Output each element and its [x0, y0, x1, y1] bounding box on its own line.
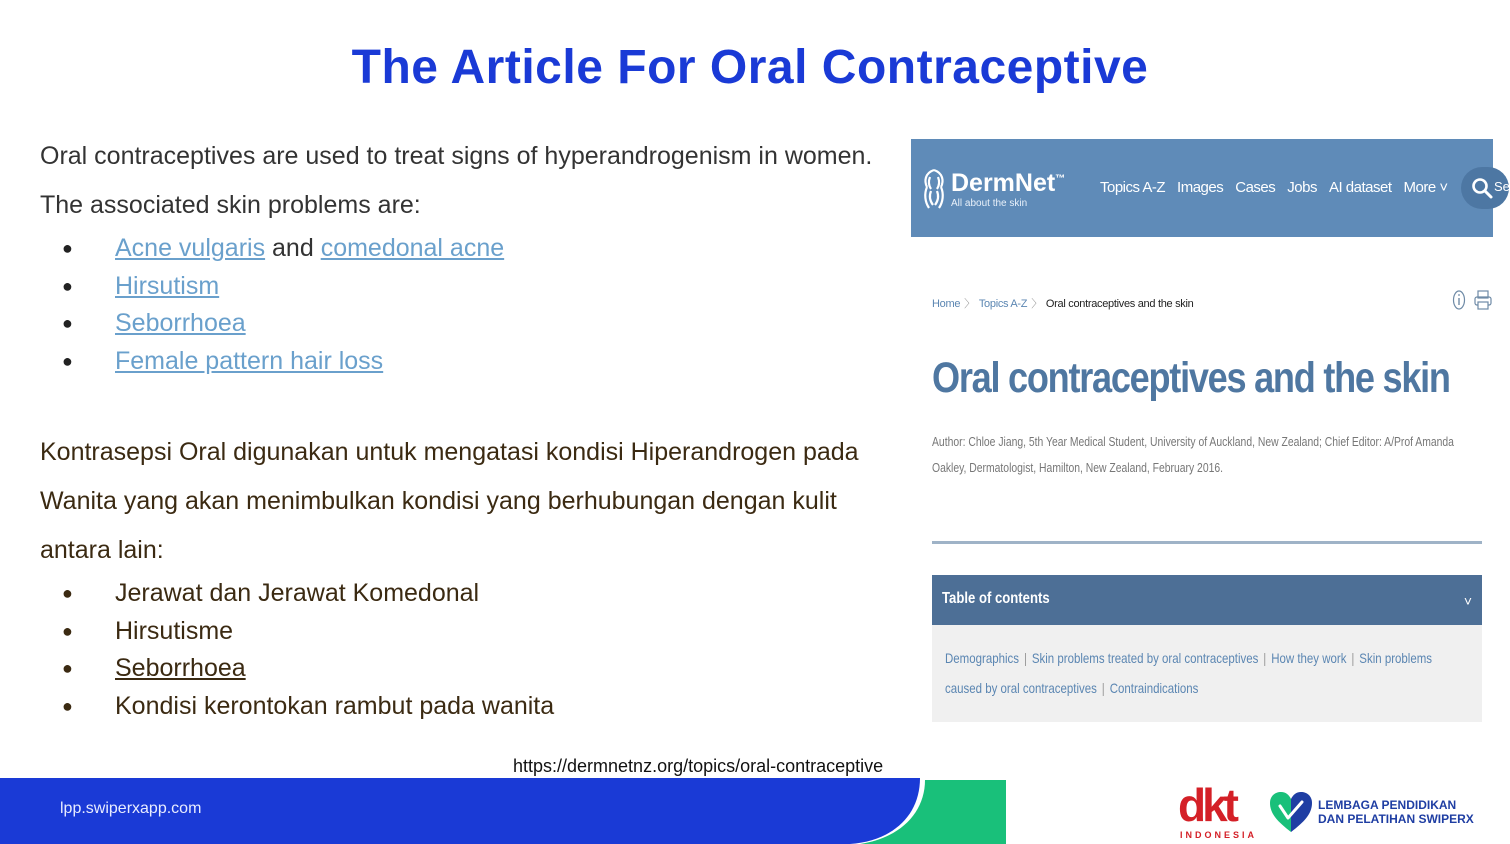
toc-link-how-they-work[interactable]: How they work	[1271, 650, 1347, 666]
list-item	[40, 575, 900, 613]
lpp-line-1: LEMBAGA PENDIDIKAN	[1318, 798, 1457, 812]
acne-vulgaris-link[interactable]: Acne vulgaris	[115, 234, 266, 262]
dermnet-nav	[1100, 179, 1448, 196]
slide-body	[40, 132, 900, 725]
english-intro: Oral contraceptives are used to treat signs of hyperandrogenism in women. The associated skin problems are:	[40, 142, 873, 219]
bullet-icon: ●	[62, 238, 73, 258]
toc-separator: |	[1263, 650, 1267, 666]
breadcrumb-separator: 〉	[964, 298, 975, 310]
list-item	[40, 305, 900, 343]
dermnet-tagline: All about the skin	[951, 198, 1028, 209]
dkt-logo-word: dkt	[1178, 779, 1235, 831]
dkt-logo-sub: INDONESIA	[1180, 830, 1258, 840]
toc-link-skin-problems-treated[interactable]: Skin problems treated by oral contraceptives	[1031, 650, 1259, 666]
indonesian-bullet-list	[40, 575, 900, 725]
breadcrumb-current: Oral contraceptives and the skin	[1045, 298, 1194, 310]
lpp-heart-logo-icon	[1268, 790, 1314, 834]
female-pattern-hair-loss-link[interactable]: Female pattern hair loss	[115, 346, 384, 375]
toc-separator: |	[1351, 650, 1355, 666]
list-item	[40, 613, 900, 651]
lpp-line-2: DAN PELATIHAN SWIPERX	[1318, 812, 1474, 826]
nav-topics-a-z[interactable]: Topics A-Z	[1100, 179, 1166, 196]
seborrhoea-id-link[interactable]: Seborrhoea	[115, 654, 246, 682]
bullet-icon: ●	[62, 350, 73, 371]
list-item	[40, 688, 900, 726]
toc-title: Table of contents	[942, 590, 1050, 607]
nav-cases[interactable]: Cases	[1235, 179, 1276, 196]
toc-link-contraindications[interactable]: Contraindications	[1109, 680, 1199, 696]
toc-links	[945, 643, 1453, 703]
breadcrumb-home[interactable]: Home	[932, 298, 961, 310]
search-label: Se	[1494, 179, 1510, 194]
article-title: Oral contraceptives and the skin	[932, 354, 1450, 402]
article-author: Author: Chloe Jiang, 5th Year Medical Student, University of Auckland, New Zealand; Chief Editor: A/Prof Amanda Oakley, Dermatologist, Hamilton, New Zealand, February 2016.	[932, 435, 1454, 475]
indonesian-intro: Kontrasepsi Oral digunakan untuk mengatasi kondisi Hiperandrogen pada Wanita yang akan menimbulkan kondisi yang berhubungan dengan kulit antara lain:	[40, 438, 859, 564]
toc-body	[932, 625, 1482, 722]
hirsutism-link[interactable]: Hirsutism	[115, 271, 220, 300]
dermnet-brand[interactable]: DermNet™	[951, 169, 1066, 197]
and-text: and	[265, 234, 321, 262]
dermnet-navbar	[911, 139, 1510, 237]
toc-separator: |	[1023, 650, 1027, 666]
list-item-text: Kondisi kerontokan rambut pada wanita	[115, 691, 555, 720]
footer-url[interactable]: lpp.swiperxapp.com	[60, 800, 202, 817]
nav-images[interactable]: Images	[1177, 179, 1224, 196]
toc-separator: |	[1101, 680, 1105, 696]
list-item-text: Jerawat dan Jerawat Komedonal	[115, 579, 480, 607]
search-button[interactable]	[1461, 167, 1509, 209]
breadcrumb-separator: 〉	[1031, 298, 1042, 310]
print-icon[interactable]	[1473, 289, 1493, 311]
chevron-down-icon: ˅	[1463, 593, 1472, 609]
list-item	[40, 268, 900, 306]
list-item-text: Hirsutisme	[115, 616, 234, 645]
seborrhoea-link[interactable]: Seborrhoea	[115, 309, 246, 337]
search-icon	[1471, 177, 1493, 199]
breadcrumb-topics[interactable]: Topics A-Z	[978, 298, 1028, 310]
toc-link-skin-problems-caused[interactable]: Skin problems caused by oral contraceptives	[945, 650, 1433, 696]
toc-link-demographics[interactable]: Demographics	[945, 650, 1020, 666]
breadcrumb	[932, 295, 1193, 311]
dkt-logo	[1178, 779, 1258, 842]
lpp-logo-text	[1318, 798, 1474, 826]
source-url[interactable]: https://dermnetnz.org/topics/oral-contraceptive	[513, 756, 884, 776]
dermnet-logo-icon	[921, 167, 947, 213]
english-bullet-list	[40, 230, 900, 380]
list-item	[40, 230, 900, 268]
comedonal-acne-link[interactable]: comedonal acne	[320, 234, 505, 262]
nav-jobs[interactable]: Jobs	[1287, 179, 1317, 196]
divider	[932, 541, 1482, 544]
nav-ai-dataset[interactable]: AI dataset	[1328, 179, 1392, 196]
list-item	[40, 343, 900, 381]
bullet-icon: ●	[62, 313, 73, 333]
slide-title: The Article For Oral Contraceptive	[351, 41, 1149, 94]
bullet-icon: ●	[62, 583, 73, 603]
nav-more[interactable]: More ˅	[1403, 179, 1448, 196]
bullet-icon: ●	[62, 275, 73, 296]
bullet-icon: ●	[62, 620, 73, 641]
bullet-icon: ●	[62, 658, 73, 678]
toc-header[interactable]	[932, 575, 1482, 625]
info-icon[interactable]	[1452, 289, 1466, 311]
list-item	[40, 650, 900, 688]
dermnet-screenshot	[911, 139, 1510, 729]
spacer	[40, 380, 900, 428]
bullet-icon: ●	[62, 695, 73, 716]
